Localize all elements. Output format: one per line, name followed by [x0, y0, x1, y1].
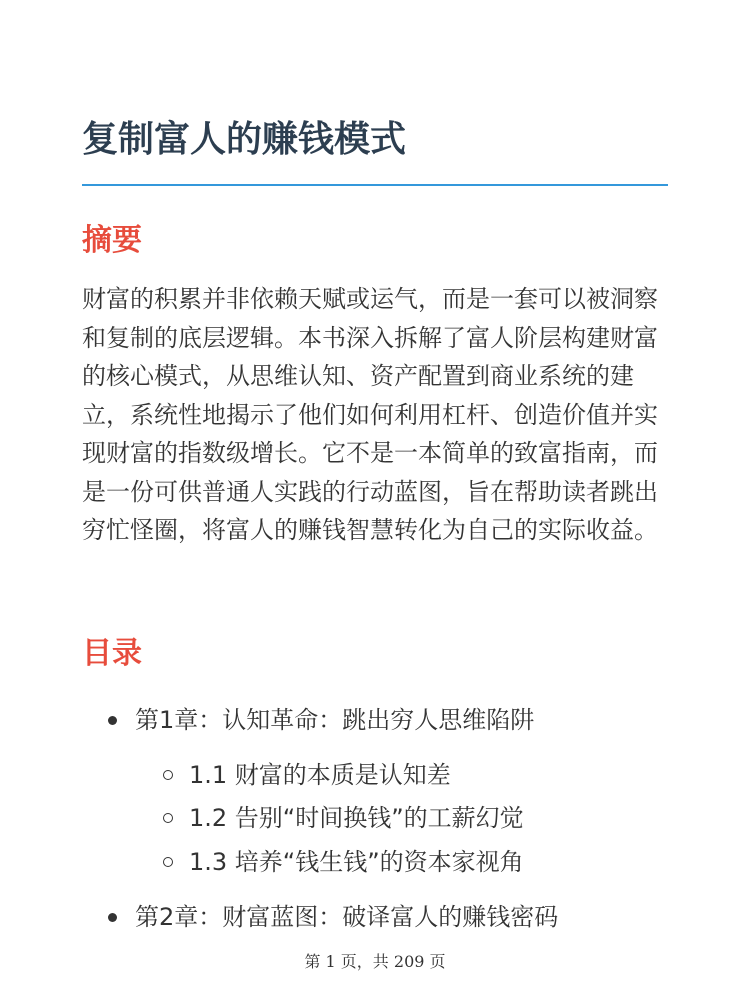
circle-bullet-icon: [163, 857, 173, 867]
bullet-icon: [108, 716, 117, 725]
toc-chapter-label: 第2章：财富蓝图：破译富人的赚钱密码: [135, 903, 559, 931]
circle-bullet-icon: [163, 813, 173, 823]
toc-chapter-label: 第1章：认知革命：跳出穷人思维陷阱: [135, 706, 535, 734]
summary-heading: 摘要: [82, 223, 142, 258]
document-title: 复制富人的赚钱模式: [82, 119, 407, 160]
toc-heading: 目录: [82, 636, 142, 671]
summary-paragraph: 财富的积累并非依赖天赋或运气，而是一套可以被洞察和复制的底层逻辑。本书深入拆解了富人阶层构建财富的核心模式，从思维认知、资产配置到商业系统的建立，系统性地揭示了他们如何利用杠杆、创造价值并实现财富的指数级增长。它不是一本简单的致富指南，而是一份可供普通人实践的行动蓝图，旨在帮助读者跳出穷忙怪圈，将富人的赚钱智慧转化为自己的实际收益。: [82, 285, 658, 544]
toc-section-label: 1.1 财富的本质是认知差: [189, 761, 451, 789]
toc-section-label: 1.2 告别“时间换钱”的工薪幻觉: [189, 804, 524, 832]
bullet-icon: [108, 913, 117, 922]
toc-section-label: 1.3 培养“钱生钱”的资本家视角: [189, 848, 524, 876]
title-divider: [82, 184, 668, 186]
circle-bullet-icon: [163, 770, 173, 780]
page-footer: 第 1 页，共 209 页: [304, 952, 446, 971]
